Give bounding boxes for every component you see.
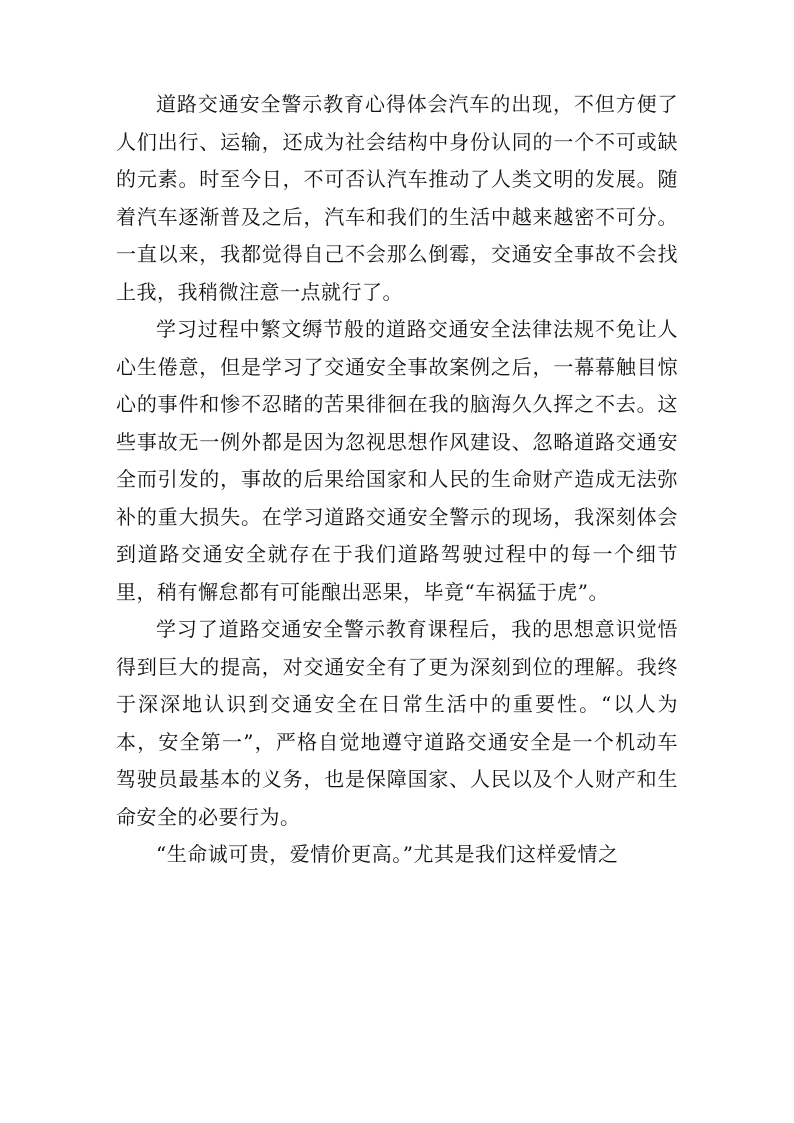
document-body (116, 86, 678, 874)
paragraph-4: “生命诚可贵，爱情价更高。”尤其是我们这样爱情之 (156, 842, 619, 866)
paragraph-2: 学习过程中繁文缛节般的道路交通安全法律法规不免让人心生倦意，但是学习了交通安全事故案例之后，一幕幕触目惊心的事件和惨不忍睹的苦果徘徊在我的脑海久久挥之不去。这些事故无一例外都是因为忽视思想作风建设、忽略道路交通安全而引发的，事故的后果给国家和人民的生命财产造成无法弥补的重大损失。在学习道路交通安全警示的现场，我深刻体会到道路交通安全就存在于我们道路驾驶过程中的每一个细节里，稍有懈怠都有可能酿出恶果，毕竟“车祸猛于虎”。 (116, 317, 678, 604)
paragraph-1: 道路交通安全警示教育心得体会汽车的出现，不但方便了人们出行、运输，还成为社会结构中身份认同的一个不可或缺的元素。时至今日，不可否认汽车推动了人类文明的发展。随着汽车逐渐普及之后，汽车和我们的生活中越来越密不可分。一直以来，我都觉得自己不会那么倒霉，交通安全事故不会找上我，我稍微注意一点就行了。 (116, 92, 678, 304)
paragraph-3: 学习了道路交通安全警示教育课程后，我的思想意识觉悟得到巨大的提高，对交通安全有了更为深刻到位的理解。我终于深深地认识到交通安全在日常生活中的重要性。“以人为本，安全第一”，严格自觉地遵守道路交通安全是一个机动车驾驶员最基本的义务，也是保障国家、人民以及个人财产和生命安全的必要行为。 (116, 617, 678, 829)
